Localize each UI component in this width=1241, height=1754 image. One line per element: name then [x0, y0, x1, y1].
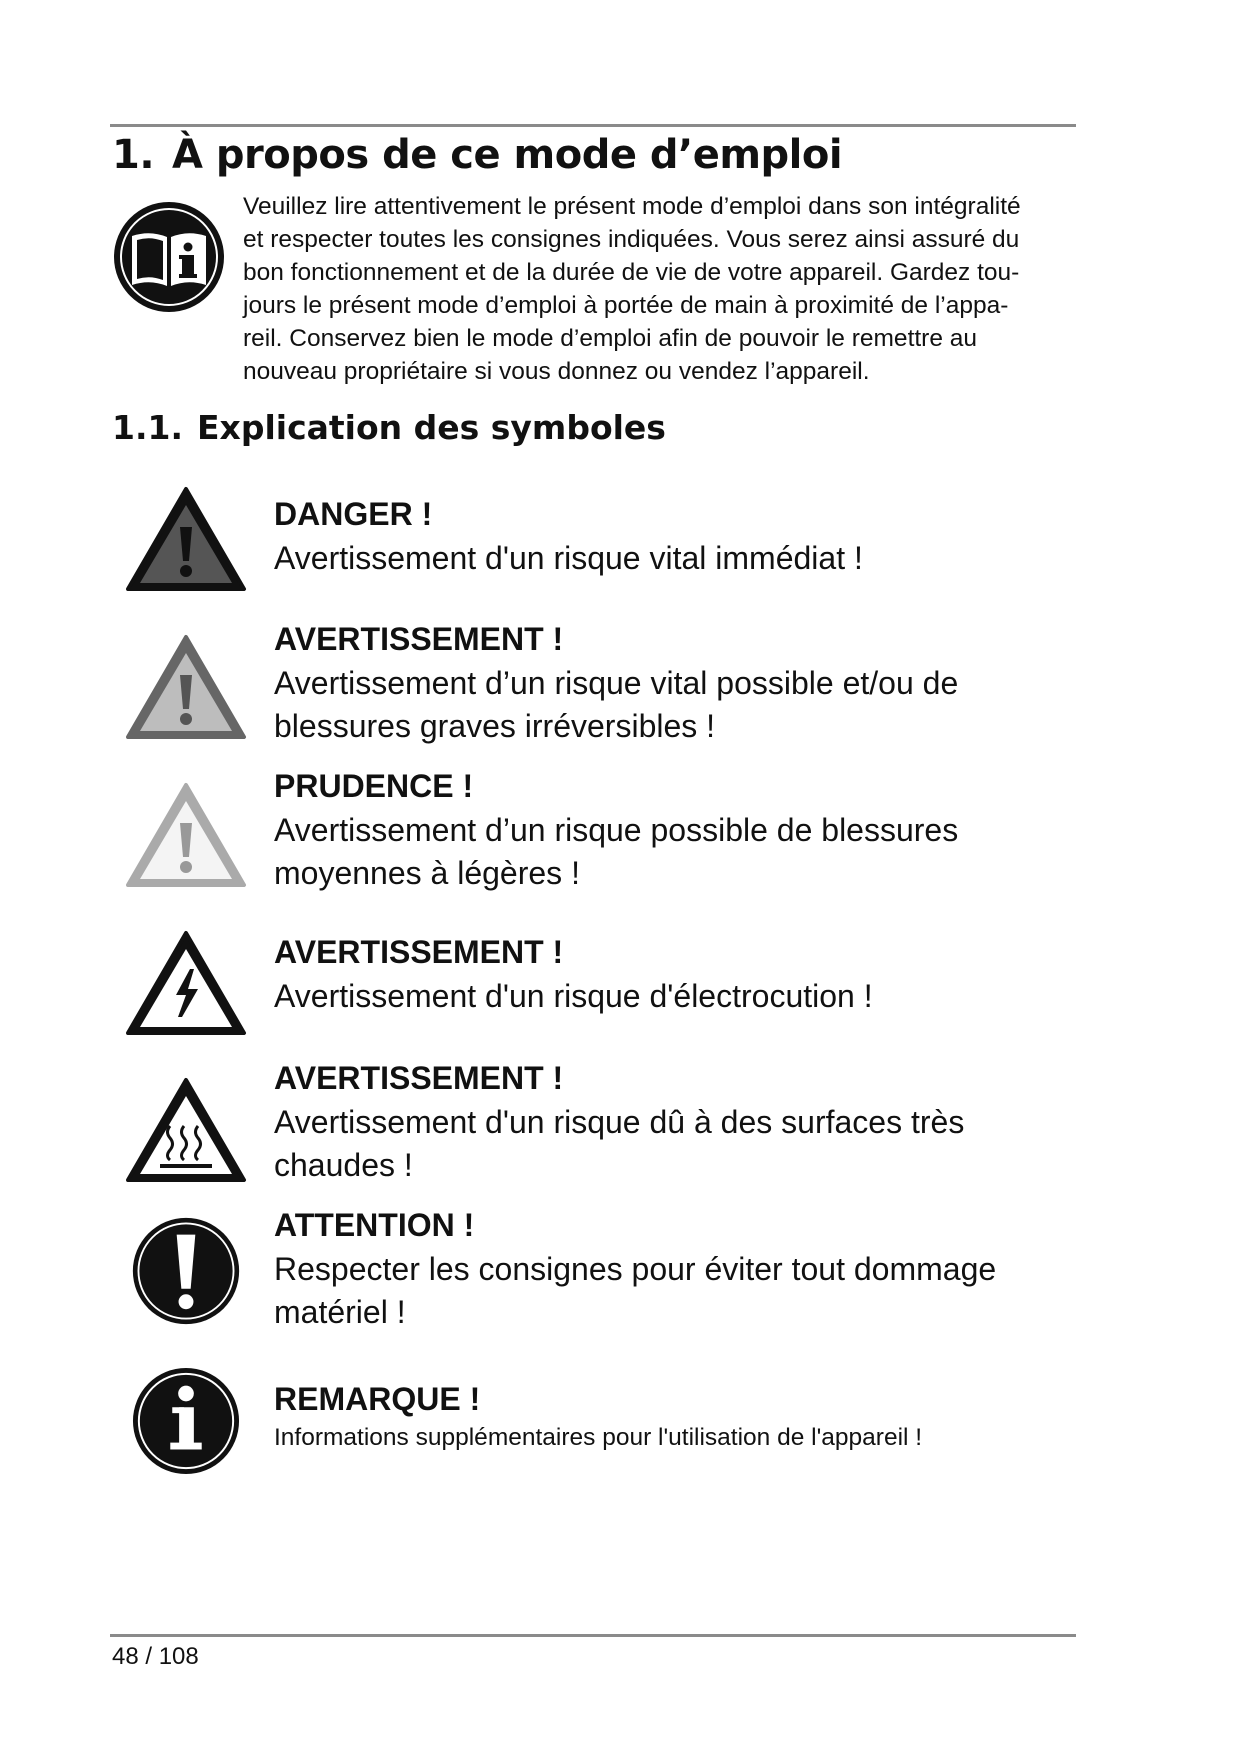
symbol-description [274, 975, 1074, 1018]
symbol-description [274, 1248, 1074, 1334]
description-line: matériel ! [274, 1294, 406, 1330]
warning-icon [124, 633, 248, 743]
subheading-text: Explication des symboles [197, 408, 666, 447]
info-icon [124, 1366, 248, 1476]
description-line: Avertissement d’un risque vital possible et/ou de [274, 665, 959, 701]
hot-surface-icon [124, 1076, 248, 1186]
description-line: Avertissement d’un risque possible de blessures [274, 812, 959, 848]
description-line: Avertissement d'un risque vital immédiat ! [274, 540, 863, 576]
attention-icon [124, 1216, 248, 1326]
symbol-title: PRUDENCE ! [274, 768, 474, 804]
page-number: 48 / 108 [112, 1643, 199, 1670]
danger-warning-icon [124, 485, 248, 595]
symbol-entry-danger [274, 494, 1074, 580]
description-line: Informations supplémentaires pour l'utilisation de l'appareil ! [274, 1424, 923, 1451]
symbol-title: ATTENTION ! [274, 1207, 475, 1243]
symbol-entry-electric [274, 932, 1074, 1018]
caution-icon [124, 781, 248, 891]
intro-line: et respecter toutes les consignes indiquées. Vous serez ainsi assuré du [243, 226, 1020, 253]
electric-shock-icon [124, 929, 248, 1039]
intro-line: bon fonctionnement et de la durée de vie de votre appareil. Gardez tou- [243, 259, 1020, 286]
section-title [112, 408, 666, 447]
intro-line: jours le présent mode d’emploi à portée de main à proximité de l’appa- [243, 292, 1009, 319]
description-line: chaudes ! [274, 1147, 413, 1183]
top-rule [110, 124, 1076, 127]
symbol-title: DANGER ! [274, 496, 433, 532]
page-title [112, 132, 842, 178]
symbol-description [274, 662, 1074, 748]
description-line: Respecter les consignes pour éviter tout dommage [274, 1251, 997, 1287]
intro-line: Veuillez lire attentivement le présent mode d’emploi dans son intégralité [243, 193, 1021, 220]
read-manual-icon [112, 200, 226, 314]
intro-line: reil. Conservez bien le mode d’emploi afin de pouvoir le remettre au [243, 325, 978, 352]
symbol-entry-attention [274, 1205, 1074, 1334]
symbol-description [274, 1423, 1074, 1453]
symbol-title: REMARQUE ! [274, 1381, 481, 1417]
description-line: moyennes à légères ! [274, 855, 580, 891]
symbol-description [274, 1101, 1074, 1187]
heading-number: 1. [112, 132, 155, 178]
bottom-rule [110, 1634, 1076, 1637]
intro-line: nouveau propriétaire si vous donnez ou vendez l’appareil. [243, 358, 870, 385]
subheading-number: 1.1. [112, 408, 183, 447]
symbol-title: AVERTISSEMENT ! [274, 621, 564, 657]
symbol-entry-caution [274, 766, 1074, 895]
description-line: Avertissement d'un risque d'électrocution ! [274, 978, 873, 1014]
intro-paragraph [243, 190, 1083, 388]
symbol-title: AVERTISSEMENT ! [274, 934, 564, 970]
symbol-description [274, 537, 1074, 580]
description-line: blessures graves irréversibles ! [274, 708, 716, 744]
symbol-title: AVERTISSEMENT ! [274, 1060, 564, 1096]
symbol-entry-warning [274, 619, 1074, 748]
symbol-entry-info [274, 1379, 1074, 1453]
description-line: Avertissement d'un risque dû à des surfaces très [274, 1104, 965, 1140]
symbol-description [274, 809, 1074, 895]
heading-text: À propos de ce mode d’emploi [172, 132, 843, 178]
symbol-entry-hot-surface [274, 1058, 1074, 1187]
